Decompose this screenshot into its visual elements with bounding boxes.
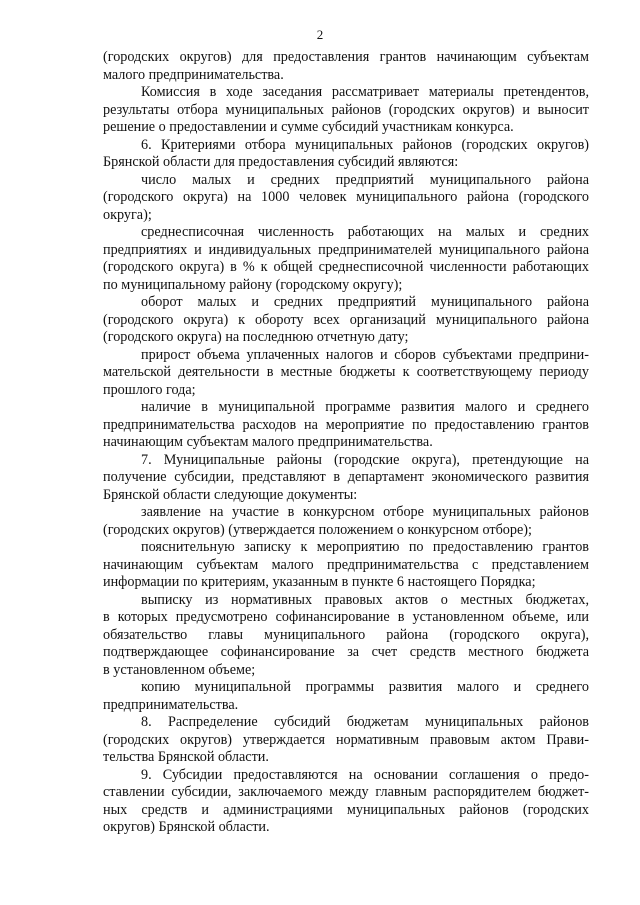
text-line: (городских округов) (утверждается положением о конкурсном отборе); [103,521,532,538]
text-line: предприятиях и индивидуальных предпринимателей муниципального района [103,241,589,258]
text-line: (городского округа) на последнюю отчетную дату; [103,329,409,345]
text-line: предпринимательства. [103,696,239,713]
text-line: (городских округов) утверждается нормативным правовым актом Прави- [103,731,589,748]
text-line: мательской деятельности в местные бюджеты к соответствующему периоду [103,364,589,380]
text-line: округа); [103,206,152,223]
text-line: малого предпринимательства. [103,66,284,83]
text-line: по муниципальному району (городскому округу); [103,276,403,293]
text-line: подтверждающее софинансирование за счет средств местного бюджета [103,644,589,660]
text-line: прошлого года; [103,381,196,398]
text-line: наличие в муниципальной программе развития малого и среднего [141,399,589,415]
text-line: решение о предоставлении и сумме субсидий участникам конкурса. [103,119,514,135]
text-line: прирост объема уплаченных налогов и сборов субъектами предприни- [141,346,589,363]
document-body [103,49,589,837]
text-line: оборот малых и средних предприятий муниципального района [141,294,589,310]
text-line: (городского округа) к обороту всех организаций муниципального района [103,311,589,328]
text-line: Брянской области для предоставления субсидий являются: [103,154,459,170]
text-line: 7. Муниципальные районы (городские округа), претендующие на [141,451,589,468]
text-line: (городских округов) для предоставления грантов начинающим субъектам [103,49,589,65]
text-line: в установленном объеме; [103,661,256,678]
text-line: предпринимательства расходов на мероприятие по предоставлению грантов [103,416,589,433]
text-line: выписку из нормативных правовых актов о местных бюджетах, [141,591,589,608]
text-line: ставлении субсидии, заключаемого между главным распорядителем бюджет- [103,784,589,800]
text-line: обязательство главы муниципального района (городского округа), [103,626,589,643]
text-line: в которых предусмотрено софинансирование в установленном объеме, или [103,609,589,625]
text-line: начинающим субъектам малого предпринимательства. [103,434,433,450]
text-line: среднесписочная численность работающих на малых и средних [141,224,589,240]
text-line: пояснительную записку к мероприятию по предоставлению грантов [141,539,589,555]
text-line: начинающим субъектам малого предпринимательства с представлением [103,556,589,573]
text-line: Брянской области следующие документы: [103,486,358,503]
text-line: заявление на участие в конкурсном отборе муниципальных районов [141,504,589,520]
text-line: информации по критериям, указанным в пункте 6 настоящего Порядка; [103,574,536,590]
page-number: 2 [316,27,324,42]
text-line: округов) Брянской области. [103,819,270,835]
text-line: 9. Субсидии предоставляются на основании соглашения о предо- [141,766,589,783]
text-line: Комиссия в ходе заседания рассматривает материалы претендентов, [141,84,589,100]
text-line: тельства Брянской области. [103,749,269,765]
text-line: число малых и средних предприятий муниципального района [141,171,589,188]
text-line: получение субсидии, представляют в департамент экономического развития [103,469,589,485]
text-line: 6. Критериями отбора муниципальных районов (городских округов) [141,136,589,153]
text-line: (городского округа) на 1000 человек муниципального района (городского [103,189,589,205]
text-line: копию муниципальной программы развития малого и среднего [141,679,589,695]
text-line: результаты отбора муниципальных районов (городских округов) и выносит [103,101,589,118]
text-line: 8. Распределение субсидий бюджетам муниципальных районов [141,714,589,730]
text-line: ных средств и администрациями муниципальных районов (городских [103,801,589,818]
text-line: (городского округа) в % к общей среднесписочной численности работающих [103,259,589,275]
